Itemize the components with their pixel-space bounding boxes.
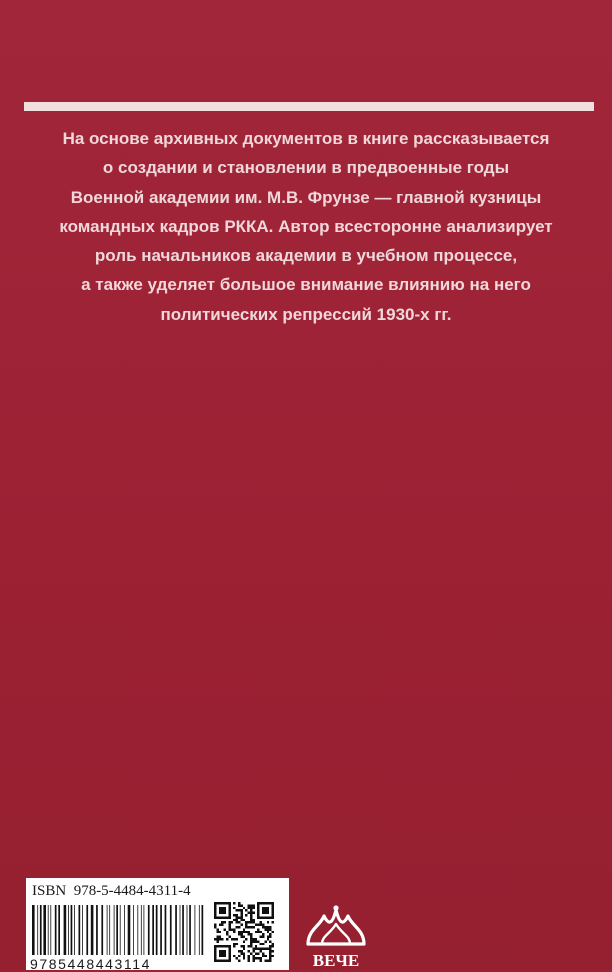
annotation-line: роль начальников академии в учебном процессе, [94, 246, 518, 266]
annotation-line: На основе архивных документов в книге рассказывается [62, 129, 550, 148]
barcode-icon [30, 905, 210, 955]
isbn-block [26, 878, 289, 970]
book-annotation [20, 124, 592, 329]
publisher-name: ВЕЧЕ [312, 951, 360, 970]
annotation-line: командных кадров РККА. Автор всесторонне анализирует [59, 216, 553, 236]
top-divider [24, 102, 594, 111]
isbn-label [32, 883, 191, 900]
qr-code-icon [214, 902, 274, 962]
isbn-prefix: ISBN [32, 883, 67, 899]
barcode-digits: 9785448443114 [30, 956, 151, 972]
annotation-line: а также уделяет большое внимание влиянию на него [81, 275, 531, 295]
publisher-logo-icon [300, 900, 372, 970]
annotation-line: Военной академии им. М.В. Фрунзе — главной кузницы [70, 187, 542, 207]
annotation-line: о создании и становлении в предвоенные годы [102, 158, 510, 178]
annotation-line: политических репрессий 1930-х гг. [160, 304, 452, 324]
isbn-number: 978-5-4484-4311-4 [73, 883, 191, 899]
